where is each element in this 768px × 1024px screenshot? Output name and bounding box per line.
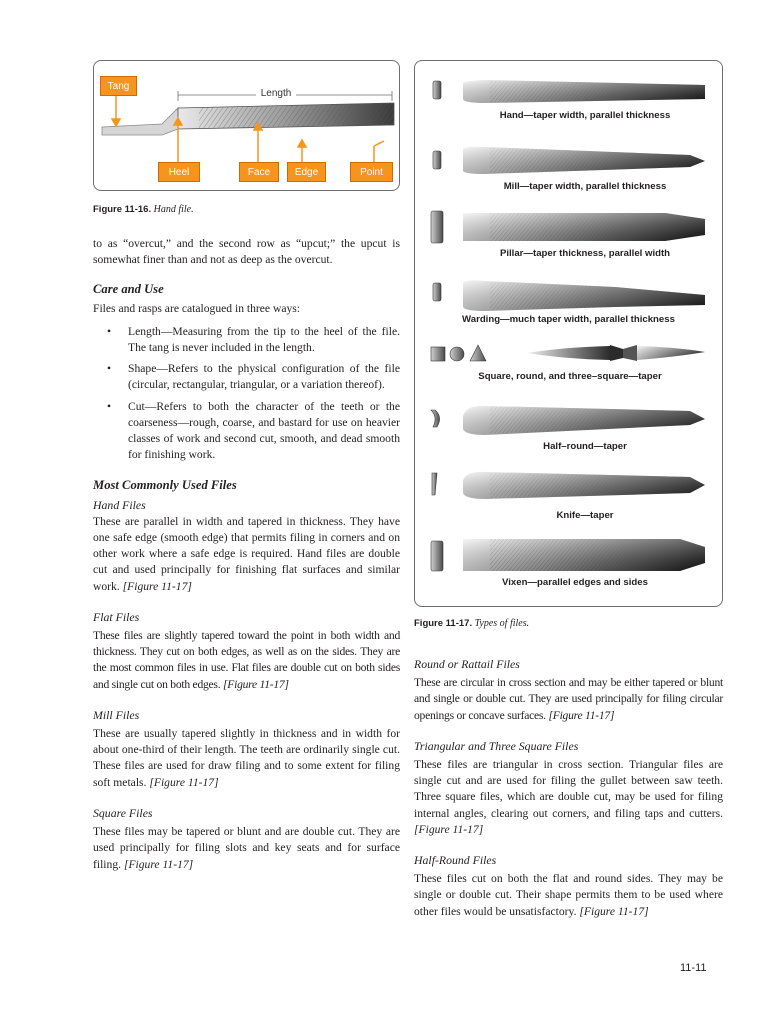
face-callout: Face (239, 162, 279, 182)
point-callout: Point (350, 162, 393, 182)
heel-callout: Heel (158, 162, 200, 182)
figure-11-17 (414, 60, 723, 607)
triangular-files-heading: Triangular and Three Square Files (414, 738, 579, 753)
square-files-body: These files may be tapered or blunt and are double cut. They are used principally for filing slots and key seats and for surface filing. (93, 825, 400, 871)
square-files-text (93, 824, 400, 873)
half-round-files-heading: Half-Round Files (414, 853, 497, 868)
label-square-round: Square, round, and three–square—taper (478, 371, 662, 382)
bullet-shape: • Shape—Refers to the physical configuration of the file (circular, rectangular, triangular, or a variation thereof). (93, 361, 400, 393)
file-types-diagram (415, 61, 722, 606)
vixen-file-shape (431, 539, 705, 571)
length-label: Length (260, 88, 292, 99)
mill-files-heading: Mill Files (93, 707, 140, 722)
hand-files-heading: Hand Files (93, 497, 146, 512)
round-files-text (414, 675, 723, 724)
caption-text: Hand file. (153, 204, 194, 215)
label-half-round: Half–round—taper (543, 441, 627, 452)
square-files-ref: [Figure 11-17] (123, 857, 194, 871)
mill-files-text (93, 726, 400, 791)
flat-files-ref: [Figure 11-17] (223, 677, 289, 691)
caption-number: Figure 11-17. (414, 618, 473, 629)
care-intro: Files and rasps are catalogued in three ways: (93, 301, 301, 315)
hand-file-shape (433, 80, 705, 103)
care-heading: Care and Use (93, 282, 164, 297)
half-round-files-text (414, 871, 723, 920)
flat-files-heading: Flat Files (93, 609, 140, 624)
label-mill: Mill—taper width, parallel thickness (503, 181, 667, 192)
round-files-body: These are circular in cross section and may be either tapered or blunt and single or double cut. They are used principally for filing circular openings or concave surfaces. (414, 676, 723, 722)
half-round-files-body: These files cut on both the flat and round sides. They may be single or double cut. Their shape permits them to be used where other files would be unsatisfactory. (414, 872, 723, 918)
figure-11-16 (93, 60, 400, 191)
left-column (93, 236, 400, 873)
half-round-file-shape (431, 406, 705, 435)
flat-files-text (93, 628, 400, 693)
edge-callout: Edge (287, 162, 326, 182)
hand-files-ref: [Figure 11-17] (122, 579, 192, 593)
intro-paragraph: to as “overcut,” and the second row as “upcut;” the upcut is somewhat finer than and not as deep as the overcut. (93, 237, 400, 267)
figure-11-16-caption (93, 204, 393, 215)
triangular-files-body: These files are triangular in cross section. Triangular files are single cut and are used for filing the gullet between saw teeth. Three square files, which are double cut, may be used for filing internal angles, clearing out corners, and filing taps and cutters. (414, 758, 723, 820)
label-hand: Hand—taper width, parallel thickness (499, 110, 671, 121)
bullet-cut: • Cut—Refers to both the character of the teeth or the coarseness—rough, coarse, and bastard for use on heavier classes of work and second cut, smooth, and dead smooth for finishing work. (93, 399, 400, 464)
common-files-heading: Most Commonly Used Files (93, 478, 237, 493)
half-round-files-ref: [Figure 11-17] (579, 904, 649, 918)
flat-files-body: These files are slightly tapered toward the point in both width and thickness. They cut on both edges, as well as on the sides. They are the most common files in use. Flat files are double cut on both sides and single cut on both edges. (93, 629, 400, 691)
mill-file-shape (433, 147, 705, 174)
bullet-length: • Length—Measuring from the tip to the heel of the file. The tang is never included in the length. (93, 324, 400, 356)
right-column (414, 656, 723, 920)
round-files-ref: [Figure 11-17] (548, 708, 615, 722)
knife-file-shape (432, 472, 705, 499)
label-knife: Knife—taper (556, 510, 614, 521)
figure-11-17-caption (414, 618, 714, 629)
triangular-files-ref: [Figure 11-17] (414, 822, 484, 836)
mill-files-body: These are usually tapered slightly in thickness and in width for about one-third of their length. The teeth are ordinarily single cut. These files are used for draw filing and to some extent for filing soft metals. (93, 727, 400, 789)
label-vixen: Vixen—parallel edges and sides (502, 577, 648, 588)
square-round-triangle-shapes (431, 345, 705, 361)
mill-files-ref: [Figure 11-17] (149, 775, 219, 789)
care-list (93, 324, 400, 464)
hand-files-text (93, 514, 400, 595)
tang-callout: Tang (100, 76, 137, 96)
hand-files-body: These are parallel in width and tapered in thickness. They have one safe edge (smooth edge) that permits filing in corners and on other work where a safe edge is required. Hand files are double cut and used principally for finishing flat surfaces and similar work. (93, 514, 400, 593)
caption-number: Figure 11-16. (93, 204, 152, 215)
page-number: 11-11 (680, 962, 707, 974)
label-warding: Warding—much taper width, parallel thickness (462, 314, 675, 325)
caption-text: Types of files. (474, 618, 530, 629)
pillar-file-shape (431, 211, 705, 243)
triangular-files-text (414, 757, 723, 838)
warding-file-shape (433, 280, 705, 311)
square-files-heading: Square Files (93, 805, 153, 820)
round-files-heading: Round or Rattail Files (414, 657, 520, 671)
label-pillar: Pillar—taper thickness, parallel width (499, 248, 671, 259)
